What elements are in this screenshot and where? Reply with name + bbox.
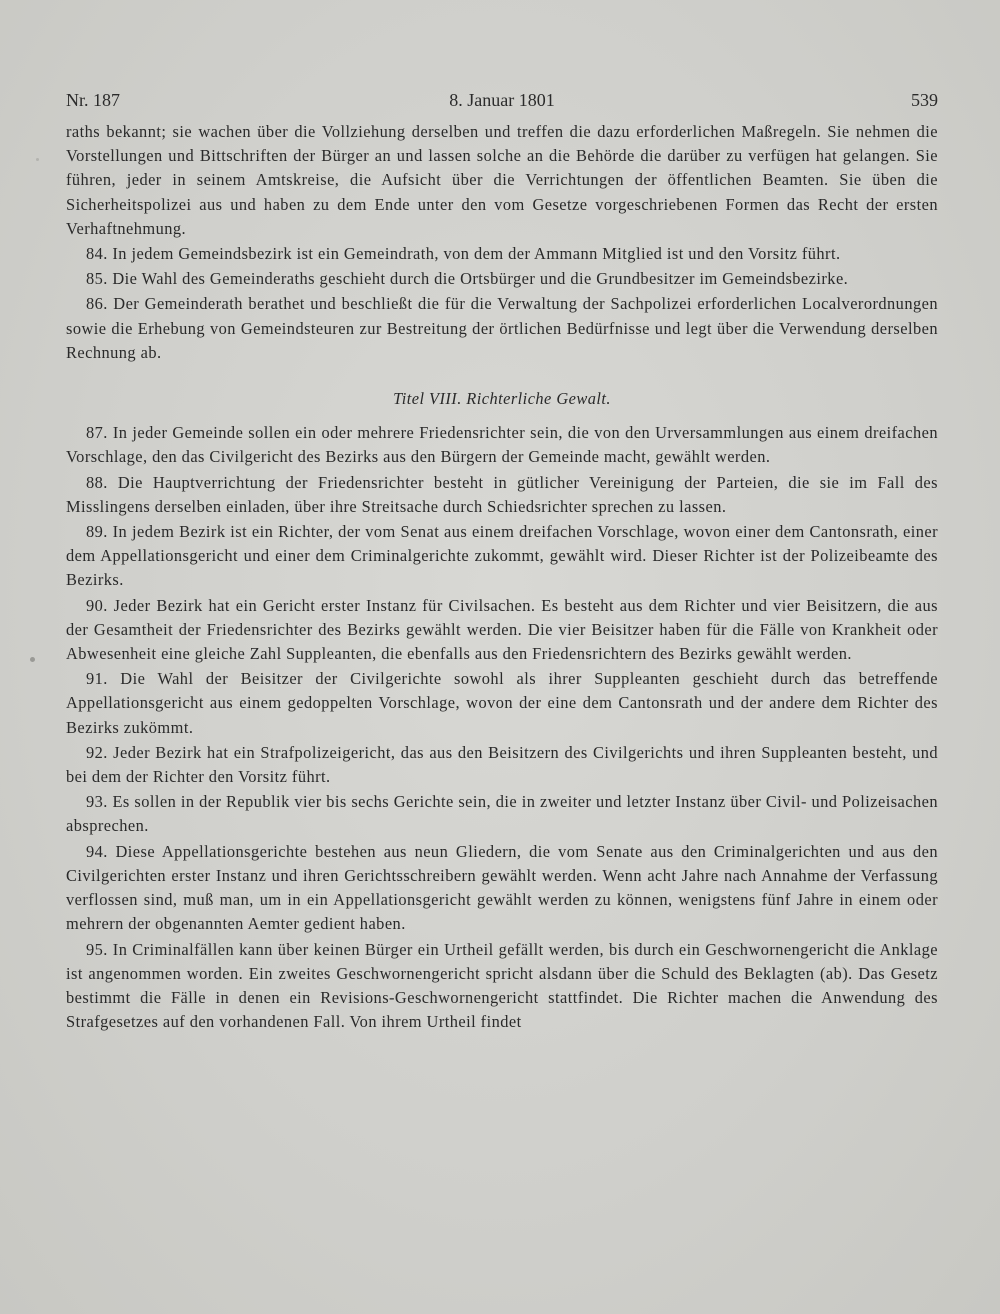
article-84: 84. In jedem Gemeindsbezirk ist ein Gemeindrath, von dem der Ammann Mitglied ist und den Vorsitz führt. xyxy=(86,244,841,264)
article-95: 95. In Criminalfällen kann über keinen Bürger ein Urtheil gefällt werden, bis durch ein Geschwornengericht die Anklage ist angenommen worden. Ein zweites Geschwornengericht spricht alsdann über die Schuld des Beklagten (ab). Das Gesetz bestimmt die Fälle in denen ein Revisions-Geschwornengericht stattfindet. Die Richter machen die Anwendung des Strafgesetzes auf den vorhandenen Fall. Von ihrem Urtheil findet xyxy=(66,939,938,1032)
header-date: 8. Januar 1801 xyxy=(449,90,555,110)
paragraph-continued: raths bekannt; sie wachen über die Vollziehung derselben und treffen die dazu erforderlichen Maßregeln. Sie nehmen die Vorstellungen und Bittschriften der Bürger an und lassen solche an die Behörde die darüber zu verfügen hat gelangen. Sie führen, jeder in seinem Amtskreise, die Aufsicht über die Verrichtungen der öffentlichen Beamten. Sie üben die Sicherheitspolizei aus und haben zu dem Ende unter den vom Gesetze vorgeschriebenen Formen das Recht der ersten Verhaftnehmung. xyxy=(66,122,938,238)
article-90: 90. Jeder Bezirk hat ein Gericht erster Instanz für Civilsachen. Es besteht aus dem Richter und vier Beisitzern, die aus der Gesamtheit der Friedensrichter des Bezirks gewählt werden. Die vier Beisitzer haben für die Fälle von Krankheit oder Abwesenheit eine gleiche Zahl Suppleanten, die ebenfalls aus den Friedensrichtern des Bezirks gewählt werden. xyxy=(66,595,938,664)
article-93: 93. Es sollen in der Republik vier bis sechs Gerichte sein, die in zweiter und letzter Instanz über Civil- und Polizeisachen absprechen. xyxy=(66,792,938,836)
paper-speck xyxy=(36,158,39,161)
page-header xyxy=(66,90,938,114)
article-85: 85. Die Wahl des Gemeinderaths geschieht durch die Ortsbürger und die Grundbesitzer im Gemeindsbezirke. xyxy=(86,269,849,289)
paper-speck xyxy=(30,657,35,662)
article-89: 89. In jedem Bezirk ist ein Richter, der vom Senat aus einem dreifachen Vorschlage, wovon einer dem Cantonsrath, einer dem Appellationsgericht und einer dem Criminalgerichte zukommt, gewählt wird. Dieser Richter ist der Polizeibeamte des Bezirks. xyxy=(66,522,938,590)
article-88: 88. Die Hauptverrichtung der Friedensrichter besteht in gütlicher Vereinigung der Parteien, die sie im Fall des Misslingens derselben einladen, über ihre Streitsache durch Schiedsrichter sprechen zu lassen. xyxy=(66,472,938,516)
article-92: 92. Jeder Bezirk hat ein Strafpolizeigericht, das aus den Beisitzern des Civilgerichts und ihren Suppleanten besteht, und bei dem der Richter den Vorsitz führt. xyxy=(66,742,938,787)
article-94: 94. Diese Appellationsgerichte bestehen aus neun Gliedern, die vom Senate aus den Criminalgerichten und aus den Civilgerichten erster Instanz und ihren Gerichtsschreibern gewählt werden. Wenn acht Jahre nach Annahme der Verfassung verflossen sind, muß man, um in ein Appellationsgericht gewählt werden zu können, wenigstens fünf Jahre in einem oder mehrern der obgenannten Aemter gedient haben. xyxy=(66,841,938,934)
page-number: 539 xyxy=(911,90,938,110)
article-86: 86. Der Gemeinderath berathet und beschließt die für die Verwaltung der Sachpolizei erforderlichen Localverordnungen sowie die Erhebung von Gemeindsteuren zur Bestreitung der örtlichen Bedürfnisse und legt über die Verwendung derselben Rechnung ab. xyxy=(66,294,938,362)
document-number: Nr. 187 xyxy=(66,90,120,110)
body-text xyxy=(66,120,938,1034)
article-91: 91. Die Wahl der Beisitzer der Civilgerichte sowohl als ihrer Suppleanten geschieht durch das betreffende Appellationsgericht aus einem gedoppelten Vorschlage, wovon der eine dem Cantonsrath und der andere dem Richter des Bezirks zukömmt. xyxy=(66,669,938,737)
section-title: Titel VIII. Richterliche Gewalt. xyxy=(393,389,611,409)
article-87: 87. In jeder Gemeinde sollen ein oder mehrere Friedensrichter sein, die von den Urversammlungen aus einem dreifachen Vorschlage, den das Civilgericht des Bezirks aus den Bürgern der Gemeinde macht, gewählt werden. xyxy=(66,423,938,467)
